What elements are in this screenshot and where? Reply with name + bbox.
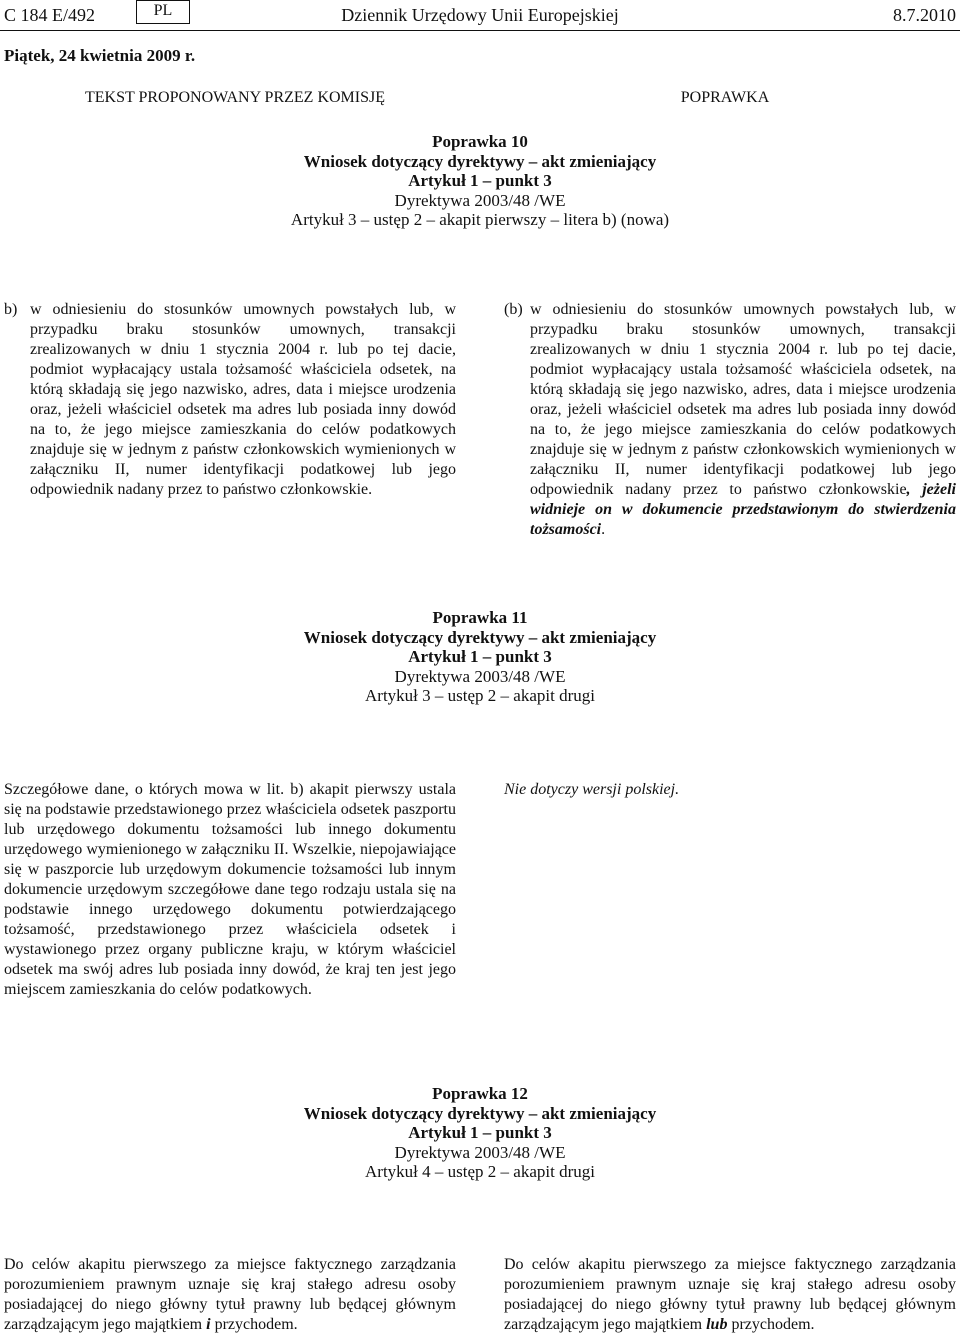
emphasized-word: i — [206, 1316, 211, 1333]
commission-text — [4, 300, 456, 500]
amendment-number: Poprawka 11 — [432, 608, 528, 627]
commission-text — [4, 780, 456, 1000]
amendment-heading — [0, 132, 960, 230]
column-heading-amendment: POPRAWKA — [680, 89, 770, 106]
amendment-article: Artykuł 1 – punkt 3 — [408, 647, 552, 666]
journal-title: Dziennik Urzędowy Unii Europejskiej — [341, 5, 619, 25]
amendment-proposal: Wniosek dotyczący dyrektywy – akt zmieniający — [303, 151, 657, 171]
amendment-number: Poprawka 12 — [432, 1084, 528, 1103]
commission-text — [4, 1255, 456, 1335]
amendment-article: Artykuł 1 – punkt 3 — [408, 171, 552, 190]
amendment-location: Artykuł 4 – ustęp 2 – akapit drugi — [365, 1162, 595, 1181]
point-label: (b) — [504, 301, 523, 318]
paragraph: Do celów akapitu pierwszego za miejsce faktycznego zarządzania porozumieniem prawnym uznaje się kraj stałego adresu osoby posiadającej do niego główny tytuł prawny lub będącej głównym zarządzającym jego majątkiem — [4, 1256, 456, 1333]
amendment-number: Poprawka 10 — [432, 132, 528, 151]
paragraph: Szczegółowe dane, o których mowa w lit. b) akapit pierwszy ustala się na podstawie przedstawionego przez właściciela odsetek paszportu lub urzędowego dokumentu tożsamości lub innego dokumentu urzędowego wymienionego w załączniku II. Wszelkie, niepojawiające się w paszporcie lub urzędowym dokumencie tożsamości lub innym dokumencie urzędowym szczegółowe dane tego rodzaju ustala się na podstawie innego urzędowego dokumentu potwierdzającego tożsamość, przedstawionego przez właściciela odsetek i wystawionego przez organy publiczne kraju, w którym właściciel odsetek ma swój adres lub posiada inny dowód, że kraj ten jest jego miejscem zamieszkania do celów podatkowych. — [4, 781, 456, 998]
amendment-text — [504, 300, 956, 540]
amendment-heading — [0, 608, 960, 706]
added-text: , jeżeli widnieje on w dokumencie przedstawionym do stwierdzenia tożsamości — [530, 481, 956, 538]
amendment-proposal: Wniosek dotyczący dyrektywy – akt zmieniający — [303, 1103, 657, 1123]
paragraph — [530, 300, 956, 540]
amendment-proposal: Wniosek dotyczący dyrektywy – akt zmieniający — [303, 627, 657, 647]
amendment-location: Artykuł 3 – ustęp 2 – akapit drugi — [365, 686, 595, 705]
publication-date: 8.7.2010 — [893, 5, 956, 25]
amendment-directive: Dyrektywa 2003/48 /WE — [394, 1142, 566, 1162]
amendment-text — [504, 780, 956, 800]
paragraph-text: w odniesieniu do stosunków umownych powstałych lub, w przypadku braku stosunków umownych, transakcji zrealizowanych w dniu 1 stycznia 2004 r. lub po tej dacie, podmiot wypłacający ustala tożsamość właściciela odsetek, na którą składają się jego nazwisko, adres, data i miejsce urodzenia oraz, jeżeli właściciel odsetek ma adres lub posiada inny dowód na to, że jego miejsce zamieszkania do celów podatkowych znajduje się w jednym z państw członkowskich wymienionych w załączniku II, numer identyfikacji podatkowej lub jego odpowiednik nadany przez to państwo członkowskie — [530, 301, 956, 498]
paragraph-end: przychodem. — [731, 1316, 815, 1333]
header-divider — [0, 30, 960, 31]
paragraph: Do celów akapitu pierwszego za miejsce faktycznego zarządzania porozumieniem prawnym uznaje się kraj stałego adresu osoby posiadającej do niego główny tytuł prawny lub będącej głównym zarządzającym jego majątkiem — [504, 1256, 956, 1333]
amendment-location: Artykuł 3 – ustęp 2 – akapit pierwszy – litera b) (nowa) — [290, 210, 670, 229]
language-badge: PL — [136, 0, 190, 24]
amendment-directive: Dyrektywa 2003/48 /WE — [394, 666, 566, 686]
journal-reference: C 184 E/492 — [4, 5, 96, 25]
amendment-heading — [0, 1084, 960, 1182]
paragraph-end: . — [601, 521, 606, 538]
amendment-article: Artykuł 1 – punkt 3 — [408, 1123, 552, 1142]
page-header — [0, 0, 960, 32]
paragraph: w odniesieniu do stosunków umownych powstałych lub, w przypadku braku stosunków umownych, transakcji zrealizowanych w dniu 1 stycznia 2004 r. lub po tej dacie, podmiot wypłacający ustala tożsamość właściciela odsetek, na którą składają się jego nazwisko, adres, data i miejsce urodzenia oraz, jeżeli właściciel odsetek ma adres lub posiada inny dowód na to, że jego miejsce zamieszkania do celów podatkowych znajduje się w jednym z państw członkowskich wymienionych w załączniku II, numer identyfikacji podatkowej lub jego odpowiednik nadany przez to państwo członkowskie. — [30, 301, 456, 498]
paragraph: Nie dotyczy wersji polskiej. — [504, 781, 680, 798]
column-heading-commission: TEKST PROPONOWANY PRZEZ KOMISJĘ — [84, 89, 386, 106]
session-date: Piątek, 24 kwietnia 2009 r. — [4, 46, 196, 65]
emphasized-word: lub — [706, 1316, 728, 1333]
paragraph-end: przychodem. — [214, 1316, 298, 1333]
amendment-directive: Dyrektywa 2003/48 /WE — [394, 190, 566, 210]
amendment-text — [504, 1255, 956, 1335]
point-label: b) — [4, 301, 18, 318]
